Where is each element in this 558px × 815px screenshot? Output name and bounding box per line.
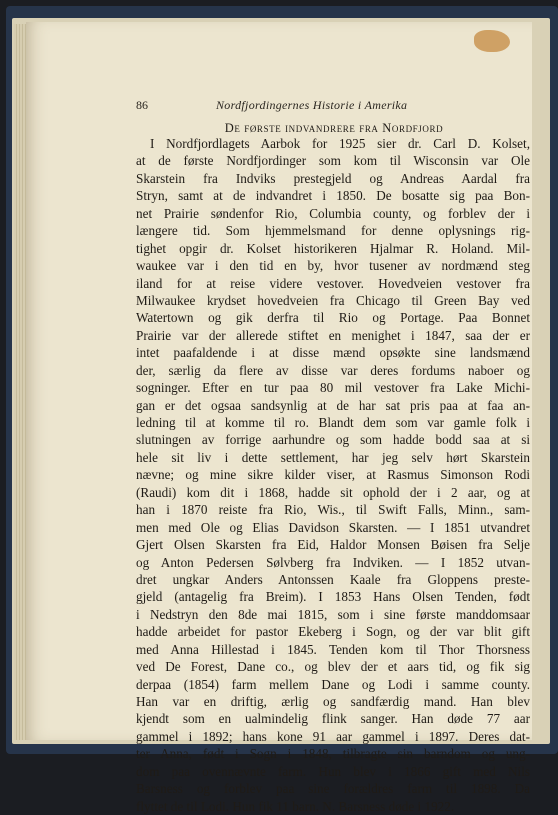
text-line: ter Anna, født i Sogn i 1848, tilbragte sin barndom og ung-	[136, 746, 530, 762]
text-line: Gjert Olsen Skarsten fra Eid, Haldor Monsen Bøisen fra Selje	[136, 537, 530, 553]
text-line: iland for at reise videre vestover. Hovedveien vestover fra	[136, 275, 530, 291]
text-line: (Raudi) kom dit i 1868, hadde sit ophold der i 2 aar, og at	[136, 484, 530, 500]
text-line: net Prairie søndenfor Rio, Columbia county, og forblev der i	[136, 205, 530, 221]
text-line: flyttet de til Lodi. Hun fik 11 barn. N. Barsness døde i 1922.	[136, 798, 455, 814]
page-number: 86	[136, 98, 148, 112]
text-line: dret ungkar Anders Antonssen Kaale fra Gloppens preste-	[136, 571, 530, 587]
section-title: De første indvandrere fra Nordfjord	[224, 121, 444, 135]
text-line: nævne; og mine sikre kilder viser, at Rasmus Simonson Rodi	[136, 467, 530, 483]
text-line: i Nedstryn den 8de mai 1815, som i sine første manddomsaar	[136, 606, 530, 622]
text-line: med Anna Hillestad i 1845. Tenden kom til Thor Thorsness	[136, 641, 530, 657]
page-edges	[14, 24, 26, 740]
text-line: intet paafaldende i at disse mænd opsøkte sine landsmænd	[136, 345, 530, 361]
page-header	[136, 98, 530, 114]
text-line: han i 1870 reiste fra Rio, Wis., til Swift Falls, Minn., sam-	[136, 502, 530, 518]
text-line: Watertown og gik derfra til Rio og Portage. Paa Bonnet	[136, 310, 530, 326]
text-line: Skarstein fra Indviks prestegjeld og Andreas Aardal fra	[136, 170, 530, 186]
text-line: længere tid. Som hjemmelsmand for denne oplysnings rig-	[136, 223, 530, 239]
page-stain	[474, 30, 510, 52]
text-line: sogninger. Efter en tur paa 80 mil vestover fra Lake Michi-	[136, 380, 530, 396]
text-line: og Anton Pedersen Sølvberg fra Indviken. — I 1852 utvan-	[136, 554, 530, 570]
text-line: tighet opgir dr. Kolset historikeren Hjalmar R. Holand. Mil-	[136, 240, 530, 256]
text-line: kjendt som en ualmindelig flink sanger. Han døde 77 aar	[136, 711, 530, 727]
text-line: I Nordfjordlagets Aarbok for 1925 sier dr. Carl D. Kolset,	[150, 136, 530, 151]
text-line: dom paa ovennævnte farm. Hun blev i 1866 gift med Nils	[136, 763, 530, 779]
running-title: Nordfjordingernes Historie i Amerika	[216, 98, 408, 112]
text-line: ved De Forest, Dane co., og blev der et aars tid, og fik sig	[136, 659, 530, 675]
text-line: hadde arbeidet for pastor Ekeberg i Sogn, og der var blit gift	[136, 624, 530, 640]
text-line: Stryn, samt at de indvandret i 1850. De bosatte sig paa Bon-	[136, 188, 530, 204]
text-line: gan er det ogsaa sandsynlig at de har sat pris paa at faa an-	[136, 397, 530, 413]
text-line: men med Ole og Elias Davidson Skarsten. — I 1851 utvandret	[136, 519, 530, 535]
text-line: Barsness og forblev paa sine forældres farm til 1898. Da	[136, 781, 530, 797]
text-line: der, særlig da flere av disse var deres fordums naboer og	[136, 362, 530, 378]
text-line: Milwaukee krydset hovedveien fra Chicago til Green Bay ved	[136, 292, 530, 308]
text-line: slutningen av forrige aarhundre og som hadde bodd saa at si	[136, 432, 530, 448]
text-line: at de første Nordfjordinger som kom til Wisconsin var Ole	[136, 153, 530, 169]
text-line: derpaa (1854) farm mellem Dane og Lodi i samme county.	[136, 676, 530, 692]
text-line: waukee var i den tid en by, hvor tusener av nordmænd steg	[136, 258, 530, 274]
text-line: gammel i 1892; hans kone 91 aar gammel i 1897. Deres dat-	[136, 728, 530, 744]
text-line: hele sit liv i dette settlement, har jeg selv hørt Skarstein	[136, 449, 530, 465]
text-line: Han var en driftig, ærlig og sandfærdig mand. Han blev	[136, 694, 530, 709]
body-paragraph	[136, 135, 530, 815]
text-line: ledning til at komme til ro. Blandt dem som var gamle folk i	[136, 415, 530, 430]
text-line: gjeld (antagelig fra Breim). I 1853 Hans Olsen Tenden, født	[136, 589, 530, 605]
text-line: Prairie var der allerede stiftet en menighet i 1847, saa der er	[136, 327, 530, 343]
